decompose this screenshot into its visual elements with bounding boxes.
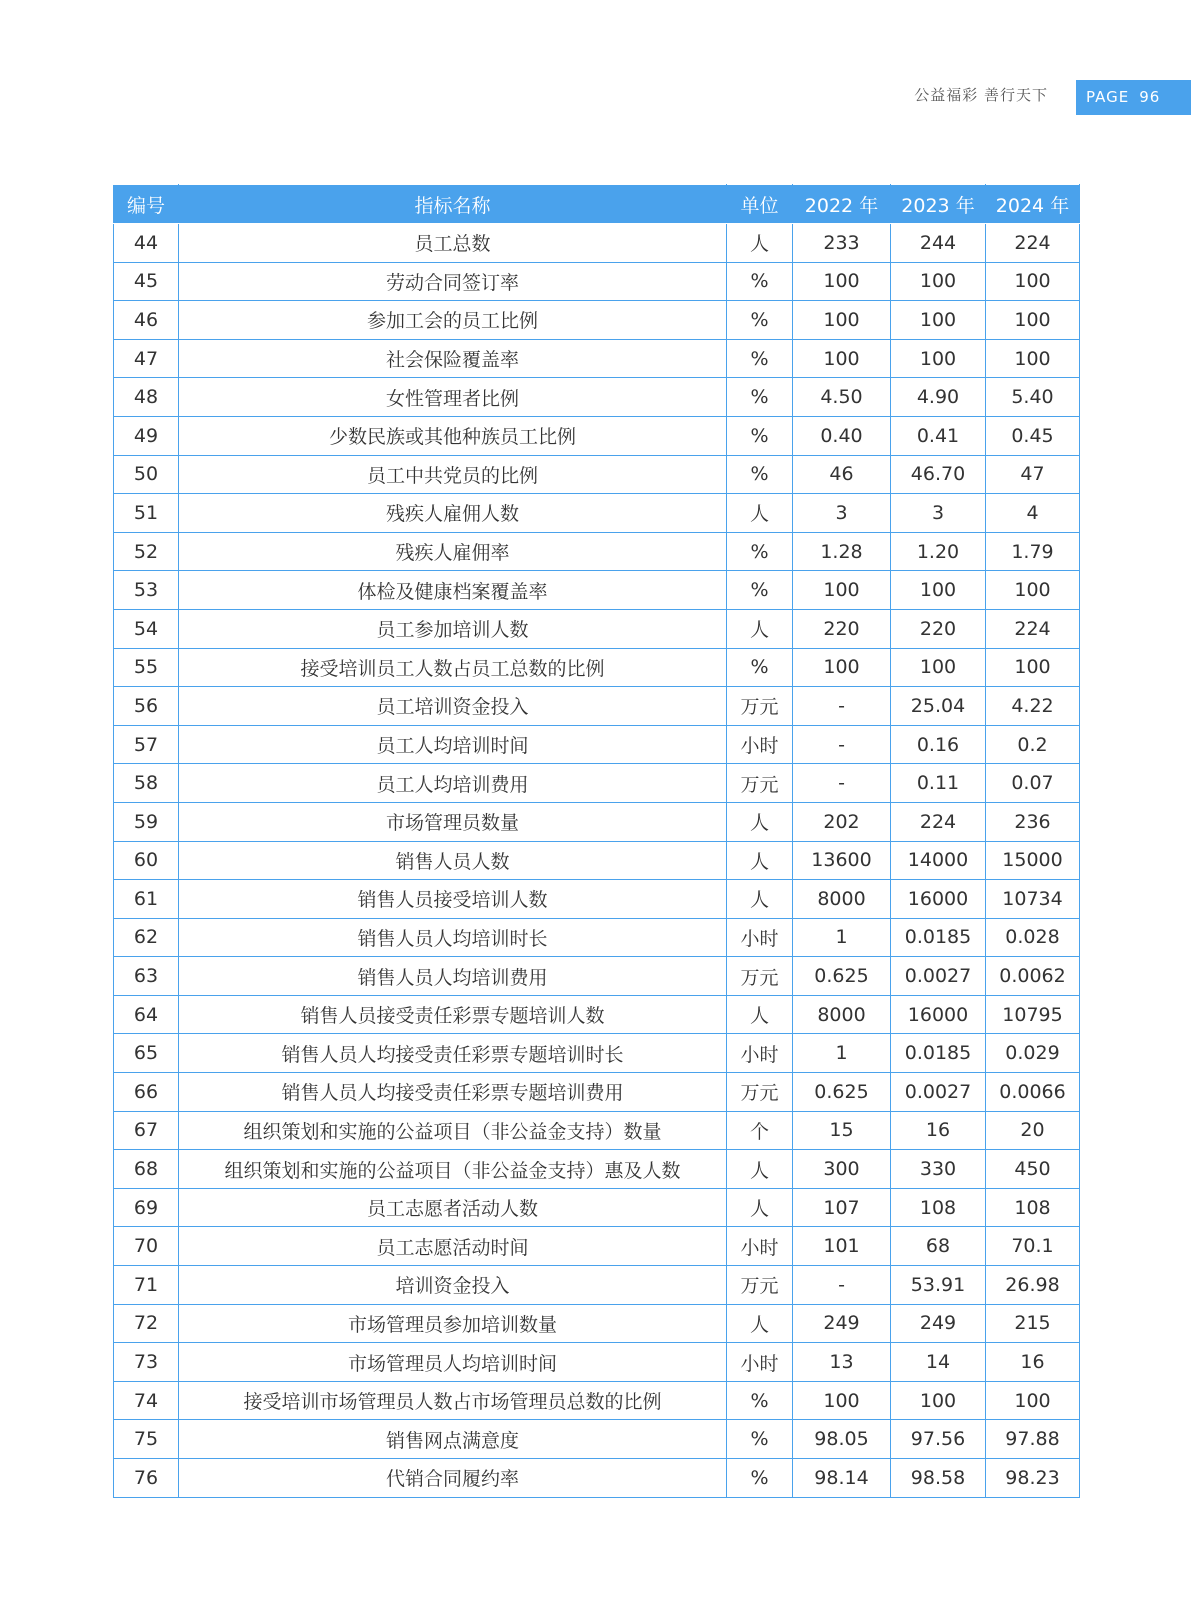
cell-number: 52 (114, 532, 179, 571)
cell-indicator-name: 销售人员人均接受责任彩票专题培训时长 (179, 1034, 727, 1073)
cell-2023: 25.04 (891, 687, 986, 726)
cell-unit: 人 (727, 1150, 793, 1189)
cell-number: 69 (114, 1188, 179, 1227)
cell-indicator-name: 销售人员人均接受责任彩票专题培训费用 (179, 1073, 727, 1112)
cell-unit: 小时 (727, 1343, 793, 1382)
cell-indicator-name: 市场管理员参加培训数量 (179, 1304, 727, 1343)
cell-number: 61 (114, 880, 179, 919)
cell-unit: 人 (727, 1304, 793, 1343)
cell-2022: 100 (793, 648, 891, 687)
cell-2024: 100 (986, 301, 1080, 340)
cell-indicator-name: 员工培训资金投入 (179, 687, 727, 726)
cell-2024: 1.79 (986, 532, 1080, 571)
cell-2024: 450 (986, 1150, 1080, 1189)
cell-2024: 236 (986, 802, 1080, 841)
table-row (114, 1343, 1080, 1382)
cell-unit: 人 (727, 224, 793, 263)
table-row (114, 918, 1080, 957)
table-row (114, 841, 1080, 880)
cell-2022: 233 (793, 224, 891, 263)
cell-indicator-name: 市场管理员人均培训时间 (179, 1343, 727, 1382)
cell-2023: 0.16 (891, 725, 986, 764)
cell-2023: 0.0027 (891, 957, 986, 996)
cell-2024: 10734 (986, 880, 1080, 919)
cell-number: 47 (114, 339, 179, 378)
table-row (114, 687, 1080, 726)
table-row (114, 802, 1080, 841)
cell-2022: 1.28 (793, 532, 891, 571)
cell-unit: 万元 (727, 764, 793, 803)
cell-number: 66 (114, 1073, 179, 1112)
cell-unit: % (727, 378, 793, 417)
cell-2024: 0.2 (986, 725, 1080, 764)
page-number-tab (1076, 80, 1191, 115)
cell-unit: 万元 (727, 1266, 793, 1305)
cell-number: 58 (114, 764, 179, 803)
cell-2023: 46.70 (891, 455, 986, 494)
table-row (114, 571, 1080, 610)
cell-2022: 300 (793, 1150, 891, 1189)
cell-2024: 70.1 (986, 1227, 1080, 1266)
cell-unit: 人 (727, 995, 793, 1034)
cell-number: 44 (114, 224, 179, 263)
cell-2023: 249 (891, 1304, 986, 1343)
cell-2024: 0.45 (986, 416, 1080, 455)
cell-2023: 14000 (891, 841, 986, 880)
table-row (114, 1150, 1080, 1189)
cell-2022: 1 (793, 918, 891, 957)
table-row (114, 1266, 1080, 1305)
cell-2022: 202 (793, 802, 891, 841)
cell-indicator-name: 员工参加培训人数 (179, 609, 727, 648)
column-header-unit: 单位 (727, 185, 793, 224)
cell-number: 74 (114, 1381, 179, 1420)
cell-unit: % (727, 339, 793, 378)
cell-unit: % (727, 301, 793, 340)
table-row (114, 494, 1080, 533)
table-row (114, 532, 1080, 571)
cell-unit: % (727, 1459, 793, 1498)
table-row (114, 378, 1080, 417)
cell-2024: 224 (986, 609, 1080, 648)
cell-indicator-name: 员工志愿者活动人数 (179, 1188, 727, 1227)
cell-2024: 26.98 (986, 1266, 1080, 1305)
cell-indicator-name: 销售人员人数 (179, 841, 727, 880)
cell-number: 63 (114, 957, 179, 996)
cell-unit: % (727, 571, 793, 610)
cell-2022: 100 (793, 571, 891, 610)
table-row (114, 455, 1080, 494)
column-header-2024: 2024 年 (986, 185, 1080, 224)
table-row (114, 301, 1080, 340)
cell-number: 67 (114, 1111, 179, 1150)
cell-indicator-name: 残疾人雇佣率 (179, 532, 727, 571)
table-row (114, 1111, 1080, 1150)
cell-2023: 0.41 (891, 416, 986, 455)
cell-2023: 224 (891, 802, 986, 841)
cell-2022: 98.14 (793, 1459, 891, 1498)
cell-2022: - (793, 725, 891, 764)
cell-indicator-name: 员工中共党员的比例 (179, 455, 727, 494)
table-row (114, 764, 1080, 803)
cell-2024: 20 (986, 1111, 1080, 1150)
cell-unit: 个 (727, 1111, 793, 1150)
cell-2023: 3 (891, 494, 986, 533)
column-header-number: 编号 (114, 185, 179, 224)
cell-number: 49 (114, 416, 179, 455)
table-row (114, 880, 1080, 919)
cell-2024: 4.22 (986, 687, 1080, 726)
cell-indicator-name: 组织策划和实施的公益项目（非公益金支持）惠及人数 (179, 1150, 727, 1189)
cell-2022: - (793, 764, 891, 803)
table-row (114, 1420, 1080, 1459)
cell-2022: 100 (793, 301, 891, 340)
cell-2023: 100 (891, 301, 986, 340)
table-row (114, 609, 1080, 648)
cell-2022: 8000 (793, 995, 891, 1034)
cell-indicator-name: 员工人均培训时间 (179, 725, 727, 764)
cell-2023: 244 (891, 224, 986, 263)
cell-indicator-name: 销售人员接受培训人数 (179, 880, 727, 919)
cell-number: 60 (114, 841, 179, 880)
cell-2022: 249 (793, 1304, 891, 1343)
cell-2023: 16000 (891, 995, 986, 1034)
cell-number: 59 (114, 802, 179, 841)
cell-unit: % (727, 1381, 793, 1420)
cell-unit: 人 (727, 494, 793, 533)
cell-indicator-name: 参加工会的员工比例 (179, 301, 727, 340)
column-header-indicator: 指标名称 (179, 185, 727, 224)
cell-number: 54 (114, 609, 179, 648)
cell-number: 45 (114, 262, 179, 301)
cell-2022: 46 (793, 455, 891, 494)
cell-number: 48 (114, 378, 179, 417)
cell-indicator-name: 员工人均培训费用 (179, 764, 727, 803)
cell-2024: 0.028 (986, 918, 1080, 957)
cell-indicator-name: 社会保险覆盖率 (179, 339, 727, 378)
cell-2022: 107 (793, 1188, 891, 1227)
cell-indicator-name: 少数民族或其他种族员工比例 (179, 416, 727, 455)
cell-number: 53 (114, 571, 179, 610)
cell-2022: 0.625 (793, 1073, 891, 1112)
cell-2022: 8000 (793, 880, 891, 919)
cell-number: 75 (114, 1420, 179, 1459)
cell-2022: 0.40 (793, 416, 891, 455)
cell-unit: % (727, 262, 793, 301)
cell-number: 56 (114, 687, 179, 726)
cell-unit: % (727, 532, 793, 571)
cell-2022: 3 (793, 494, 891, 533)
cell-2024: 97.88 (986, 1420, 1080, 1459)
cell-indicator-name: 接受培训员工人数占员工总数的比例 (179, 648, 727, 687)
cell-2022: 15 (793, 1111, 891, 1150)
cell-number: 76 (114, 1459, 179, 1498)
cell-unit: 人 (727, 609, 793, 648)
cell-2023: 100 (891, 339, 986, 378)
cell-2024: 15000 (986, 841, 1080, 880)
table-row (114, 648, 1080, 687)
cell-indicator-name: 员工志愿活动时间 (179, 1227, 727, 1266)
cell-2023: 330 (891, 1150, 986, 1189)
cell-indicator-name: 销售人员接受责任彩票专题培训人数 (179, 995, 727, 1034)
page-number: 96 (1139, 88, 1161, 106)
cell-indicator-name: 销售人员人均培训时长 (179, 918, 727, 957)
cell-unit: 小时 (727, 725, 793, 764)
cell-2023: 98.58 (891, 1459, 986, 1498)
table-row (114, 1034, 1080, 1073)
cell-2023: 0.0185 (891, 918, 986, 957)
cell-2024: 4 (986, 494, 1080, 533)
cell-unit: % (727, 648, 793, 687)
cell-2022: - (793, 1266, 891, 1305)
cell-2022: 100 (793, 1381, 891, 1420)
table-row (114, 1459, 1080, 1498)
cell-2024: 100 (986, 339, 1080, 378)
indicator-table (113, 184, 1080, 1498)
cell-number: 73 (114, 1343, 179, 1382)
cell-number: 68 (114, 1150, 179, 1189)
cell-2024: 0.0062 (986, 957, 1080, 996)
cell-2022: 220 (793, 609, 891, 648)
cell-indicator-name: 女性管理者比例 (179, 378, 727, 417)
cell-2024: 10795 (986, 995, 1080, 1034)
cell-2024: 47 (986, 455, 1080, 494)
cell-unit: 人 (727, 802, 793, 841)
cell-2024: 0.029 (986, 1034, 1080, 1073)
cell-2023: 16000 (891, 880, 986, 919)
table-row (114, 1227, 1080, 1266)
cell-indicator-name: 体检及健康档案覆盖率 (179, 571, 727, 610)
table-header-row (114, 185, 1080, 224)
cell-indicator-name: 接受培训市场管理员人数占市场管理员总数的比例 (179, 1381, 727, 1420)
cell-2022: 100 (793, 339, 891, 378)
cell-indicator-name: 员工总数 (179, 224, 727, 263)
cell-2023: 220 (891, 609, 986, 648)
cell-unit: % (727, 455, 793, 494)
table-row (114, 224, 1080, 263)
cell-number: 62 (114, 918, 179, 957)
page-label: PAGE (1086, 88, 1130, 106)
cell-2023: 14 (891, 1343, 986, 1382)
cell-unit: 小时 (727, 1034, 793, 1073)
cell-unit: 小时 (727, 1227, 793, 1266)
table-row (114, 1073, 1080, 1112)
cell-indicator-name: 市场管理员数量 (179, 802, 727, 841)
header-slogan: 公益福彩 善行天下 (914, 86, 1048, 104)
table-row (114, 725, 1080, 764)
cell-unit: % (727, 1420, 793, 1459)
cell-number: 70 (114, 1227, 179, 1266)
cell-2023: 4.90 (891, 378, 986, 417)
cell-unit: 人 (727, 1188, 793, 1227)
column-header-2023: 2023 年 (891, 185, 986, 224)
cell-2022: 98.05 (793, 1420, 891, 1459)
cell-2022: 13600 (793, 841, 891, 880)
cell-2022: 100 (793, 262, 891, 301)
cell-2023: 53.91 (891, 1266, 986, 1305)
cell-2023: 100 (891, 262, 986, 301)
cell-unit: 万元 (727, 687, 793, 726)
cell-2024: 0.07 (986, 764, 1080, 803)
cell-2024: 100 (986, 262, 1080, 301)
cell-indicator-name: 销售人员人均培训费用 (179, 957, 727, 996)
cell-2023: 100 (891, 1381, 986, 1420)
cell-2023: 68 (891, 1227, 986, 1266)
table-row (114, 995, 1080, 1034)
cell-number: 46 (114, 301, 179, 340)
cell-indicator-name: 培训资金投入 (179, 1266, 727, 1305)
cell-2024: 100 (986, 571, 1080, 610)
table-row (114, 957, 1080, 996)
cell-indicator-name: 代销合同履约率 (179, 1459, 727, 1498)
cell-2024: 215 (986, 1304, 1080, 1343)
cell-2023: 100 (891, 648, 986, 687)
table-row (114, 416, 1080, 455)
cell-2023: 97.56 (891, 1420, 986, 1459)
table-row (114, 262, 1080, 301)
cell-2022: 0.625 (793, 957, 891, 996)
cell-2022: 101 (793, 1227, 891, 1266)
cell-2023: 100 (891, 571, 986, 610)
cell-2023: 16 (891, 1111, 986, 1150)
cell-2024: 108 (986, 1188, 1080, 1227)
cell-2023: 108 (891, 1188, 986, 1227)
cell-indicator-name: 销售网点满意度 (179, 1420, 727, 1459)
cell-2024: 224 (986, 224, 1080, 263)
table-body (114, 224, 1080, 1498)
cell-2023: 0.0185 (891, 1034, 986, 1073)
cell-2022: 4.50 (793, 378, 891, 417)
cell-number: 50 (114, 455, 179, 494)
cell-number: 72 (114, 1304, 179, 1343)
cell-indicator-name: 劳动合同签订率 (179, 262, 727, 301)
cell-indicator-name: 残疾人雇佣人数 (179, 494, 727, 533)
cell-2024: 5.40 (986, 378, 1080, 417)
cell-2024: 100 (986, 1381, 1080, 1420)
table-row (114, 1381, 1080, 1420)
cell-indicator-name: 组织策划和实施的公益项目（非公益金支持）数量 (179, 1111, 727, 1150)
table-row (114, 1304, 1080, 1343)
cell-2024: 16 (986, 1343, 1080, 1382)
cell-2023: 0.11 (891, 764, 986, 803)
table-row (114, 1188, 1080, 1227)
cell-2022: 1 (793, 1034, 891, 1073)
cell-2023: 0.0027 (891, 1073, 986, 1112)
cell-number: 51 (114, 494, 179, 533)
cell-number: 57 (114, 725, 179, 764)
cell-2024: 98.23 (986, 1459, 1080, 1498)
cell-unit: 万元 (727, 1073, 793, 1112)
table-row (114, 339, 1080, 378)
cell-2022: - (793, 687, 891, 726)
cell-number: 71 (114, 1266, 179, 1305)
column-header-2022: 2022 年 (793, 185, 891, 224)
cell-2024: 0.0066 (986, 1073, 1080, 1112)
cell-2024: 100 (986, 648, 1080, 687)
cell-unit: 小时 (727, 918, 793, 957)
cell-number: 64 (114, 995, 179, 1034)
cell-number: 65 (114, 1034, 179, 1073)
cell-2023: 1.20 (891, 532, 986, 571)
cell-2022: 13 (793, 1343, 891, 1382)
cell-unit: % (727, 416, 793, 455)
cell-unit: 人 (727, 880, 793, 919)
cell-unit: 万元 (727, 957, 793, 996)
cell-number: 55 (114, 648, 179, 687)
cell-unit: 人 (727, 841, 793, 880)
